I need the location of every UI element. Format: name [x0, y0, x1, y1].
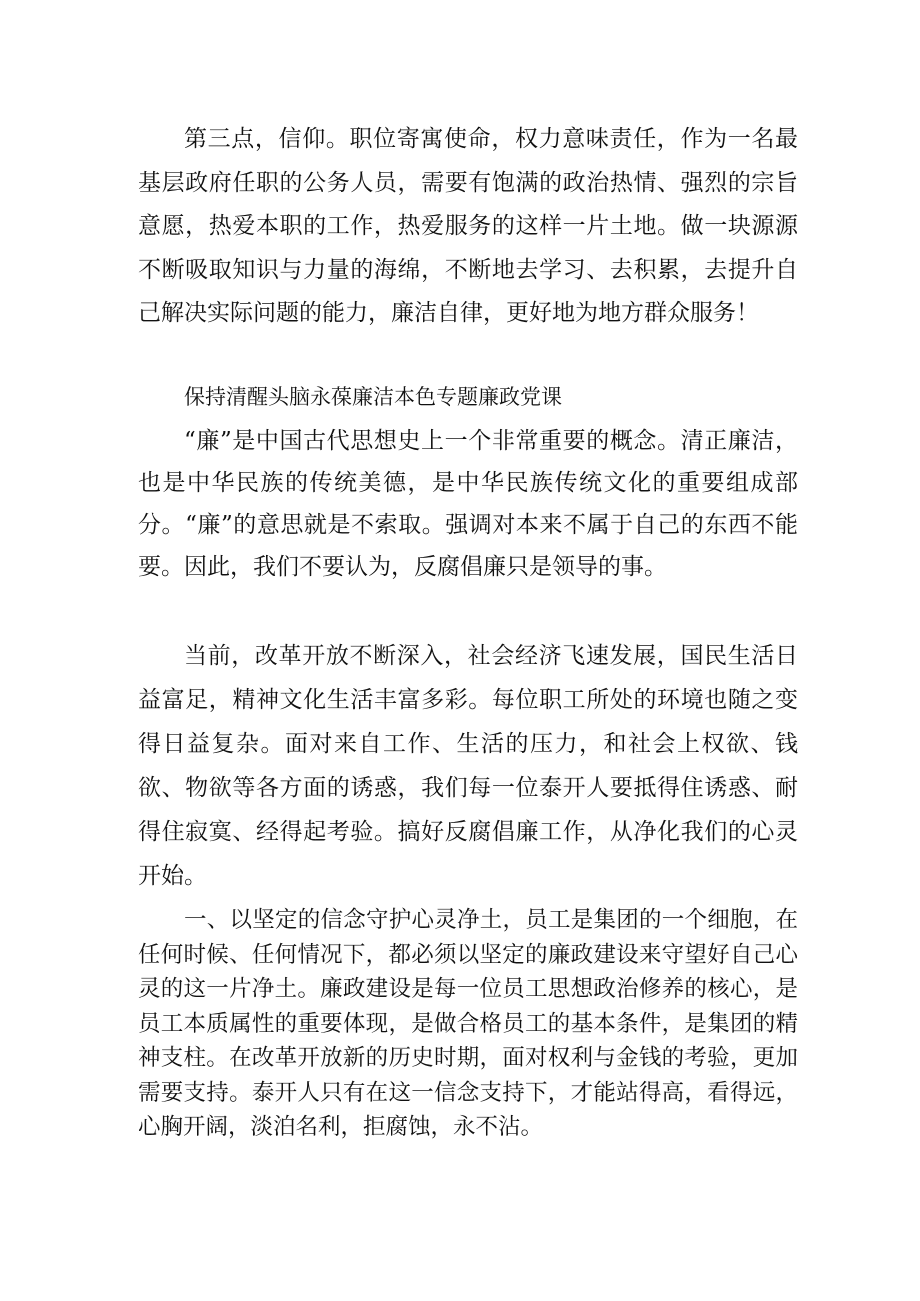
paragraph-current-situation: 当前，改革开放不断深入，社会经济飞速发展，国民生活日益富足，精神文化生活丰富多彩。每位职工所处的环境也随之变得日益复杂。面对来自工作、生活的压力，和社会上权欲、钱欲、物欲等各方面的诱惑，我们每一位泰开人要抵得住诱惑、耐得住寂寞、经得起考验。搞好反腐倡廉工作，从净化我们的心灵开始。 [138, 643, 798, 889]
paragraph-firm-belief: 一、以坚定的信念守护心灵净土，员工是集团的一个细胞，在任何时候、任何情况下，都必须以坚定的廉政建设来守望好自己心灵的这一片净土。廉政建设是每一位员工思想政治修养的核心，是员工本质属性的重要体现，是做合格员工的基本条件，是集团的精神支柱。在改革开放新的历史时期，面对权利与金钱的考验，更加需要支持。泰开人只有在这一信念支持下，才能站得高，看得远，心胸开阔，淡泊名利，拒腐蚀，永不沾。 [138, 907, 798, 1140]
paragraph-faith: 第三点，信仰。职位寄寓使命，权力意味责任，作为一名最基层政府任职的公务人员，需要有饱满的政治热情、强烈的宗旨意愿，热爱本职的工作，热爱服务的这样一片土地。做一块源源不断吸取知识与力量的海绵，不断地去学习、去积累，去提升自己解决实际问题的能力，廉洁自律，更好地为地方群众服务！ [138, 126, 798, 326]
section-heading: 保持清醒头脑永葆廉洁本色专题廉政党课 [184, 385, 562, 409]
paragraph-lian-concept: “廉”是中国古代思想史上一个非常重要的概念。清正廉洁，也是中华民族的传统美德，是中华民族传统文化的重要组成部分。“廉”的意思就是不索取。强调对本来不属于自己的东西不能要。因此，我们不要认为，反腐倡廉只是领导的事。 [138, 428, 798, 580]
